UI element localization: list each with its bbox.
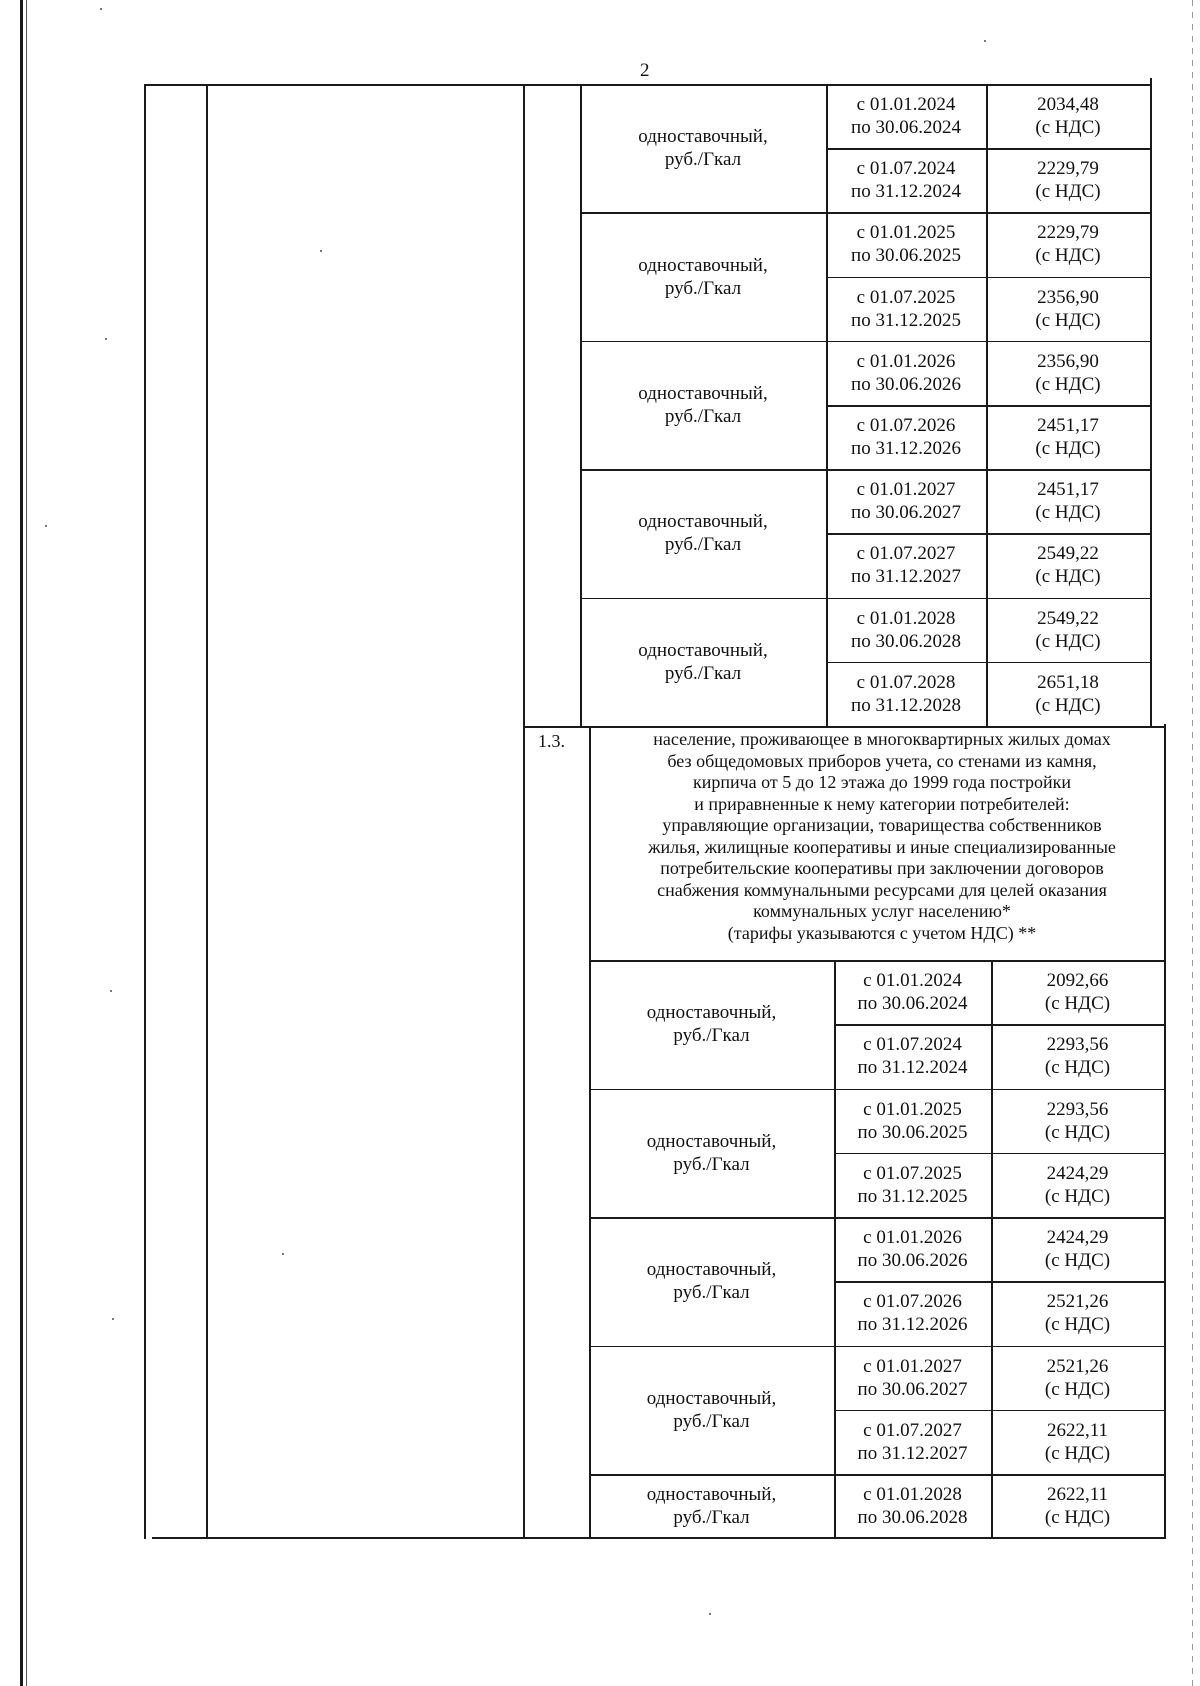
tariff-value-cell: 2229,79 (с НДС) (1035, 158, 1101, 203)
tariff-value-cell: 2356,90 (с НДС) (1035, 286, 1101, 331)
row-number: 1.3. (538, 731, 565, 751)
period-cell: с 01.07.2026 по 31.12.2026 (857, 1291, 968, 1336)
scan-speck (709, 1613, 711, 1615)
scan-edge-left-inner (26, 0, 27, 1686)
table-border-left (144, 84, 146, 1539)
tariff-value-cell: 2356,90 (с НДС) (1035, 350, 1101, 395)
table-border-right (1150, 78, 1152, 726)
scan-edge-right (1192, 0, 1193, 1686)
tariff-value-cell: 2092,66 (с НДС) (1044, 970, 1111, 1015)
scan-speck (112, 1318, 114, 1320)
period-cell: с 01.01.2026 по 30.06.2026 (851, 350, 961, 395)
column-divider (523, 84, 525, 1539)
period-cell: с 01.01.2028 по 30.06.2028 (851, 607, 961, 652)
tariff-value-cell: 2424,29 (с НДС) (1044, 1162, 1111, 1207)
period-cell: с 01.07.2025 по 31.12.2025 (851, 286, 961, 331)
period-cell: с 01.01.2024 по 30.06.2024 (857, 970, 968, 1015)
scan-speck (100, 8, 102, 10)
table-border-bottom (152, 1537, 1166, 1539)
tariff-type-cell: одноставочный, руб./Гкал (646, 1002, 777, 1047)
tariff-value-cell: 2549,22 (с НДС) (1035, 543, 1101, 588)
period-cell: с 01.07.2027 по 31.12.2027 (857, 1419, 968, 1464)
tariff-type-cell: одноставочный, руб./Гкал (638, 511, 768, 556)
tariff-value-cell: 2651,18 (с НДС) (1035, 671, 1101, 716)
table-border-right (1164, 724, 1166, 1538)
page-number: 2 (640, 60, 650, 81)
tariff-value-cell: 2451,17 (с НДС) (1035, 479, 1101, 524)
period-cell: с 01.01.2024 по 30.06.2024 (851, 94, 961, 139)
period-cell: с 01.07.2028 по 31.12.2028 (851, 671, 961, 716)
scan-speck (282, 1253, 284, 1255)
period-cell: с 01.07.2025 по 31.12.2025 (857, 1162, 968, 1207)
scan-speck (45, 525, 47, 527)
tariff-type-cell: одноставочный, руб./Гкал (646, 1387, 777, 1432)
tariff-type-cell: одноставочный, руб./Гкал (646, 1130, 777, 1175)
tariff-value-cell: 2424,29 (с НДС) (1044, 1227, 1111, 1272)
scan-speck (984, 40, 986, 42)
tariff-type-cell: одноставочный, руб./Гкал (646, 1259, 777, 1304)
scan-edge-left (20, 0, 23, 1686)
scan-speck (320, 250, 322, 252)
period-cell: с 01.01.2025 по 30.06.2025 (857, 1098, 968, 1143)
period-cell: с 01.07.2024 по 31.12.2024 (857, 1034, 968, 1079)
tariff-value-cell: 2521,26 (с НДС) (1044, 1355, 1111, 1400)
tariff-value-cell: 2229,79 (с НДС) (1035, 222, 1101, 267)
period-cell: с 01.07.2026 по 31.12.2026 (851, 415, 961, 460)
period-cell: с 01.07.2024 по 31.12.2024 (851, 158, 961, 203)
category-description: население, проживающее в многоквартирных жилых домах без общедомовых приборов учета, со стенами из камня, кирпича от 5 до 12 этажа до 1999 года постройки и приравненные к нему категории потребителей: управляющие организации, товарищества собственников жилья, жилищные кооперативы и иные специализированные потребительские кооперативы при заключении договоров снабжения коммунальными ресурсами для целей оказания коммунальных услуг населению* (тарифы указываются с учетом НДС) ** (648, 729, 1116, 943)
scan-speck (105, 338, 107, 340)
period-cell: с 01.01.2026 по 30.06.2026 (857, 1227, 968, 1272)
tariff-type-cell: одноставочный, руб./Гкал (638, 126, 768, 171)
period-cell: с 01.01.2027 по 30.06.2027 (857, 1355, 968, 1400)
tariff-type-cell: одноставочный, руб./Гкал (638, 639, 768, 684)
tariff-value-cell: 2293,56 (с НДС) (1044, 1034, 1111, 1079)
column-divider (206, 84, 208, 1539)
section-divider (523, 726, 1164, 728)
tariff-value-cell: 2451,17 (с НДС) (1035, 415, 1101, 460)
period-cell: с 01.01.2027 по 30.06.2027 (851, 479, 961, 524)
tariff-value-cell: 2521,26 (с НДС) (1044, 1291, 1111, 1336)
tariff-type-cell: одноставочный, руб./Гкал (638, 254, 768, 299)
tariff-value-cell: 2034,48 (с НДС) (1035, 94, 1101, 139)
tariff-value-cell: 2293,56 (с НДС) (1044, 1098, 1111, 1143)
period-cell: с 01.07.2027 по 31.12.2027 (851, 543, 961, 588)
tariff-type-cell: одноставочный, руб./Гкал (638, 382, 768, 427)
tariff-value-cell: 2622,11 (с НДС) (1044, 1419, 1111, 1464)
tariff-value-cell: 2622,11 (с НДС) (1044, 1483, 1111, 1528)
tariff-type-cell: одноставочный, руб./Гкал (646, 1483, 777, 1528)
period-cell: с 01.01.2025 по 30.06.2025 (851, 222, 961, 267)
scan-speck (110, 990, 112, 992)
tariff-value-cell: 2549,22 (с НДС) (1035, 607, 1101, 652)
period-cell: с 01.01.2028 по 30.06.2028 (857, 1483, 968, 1528)
